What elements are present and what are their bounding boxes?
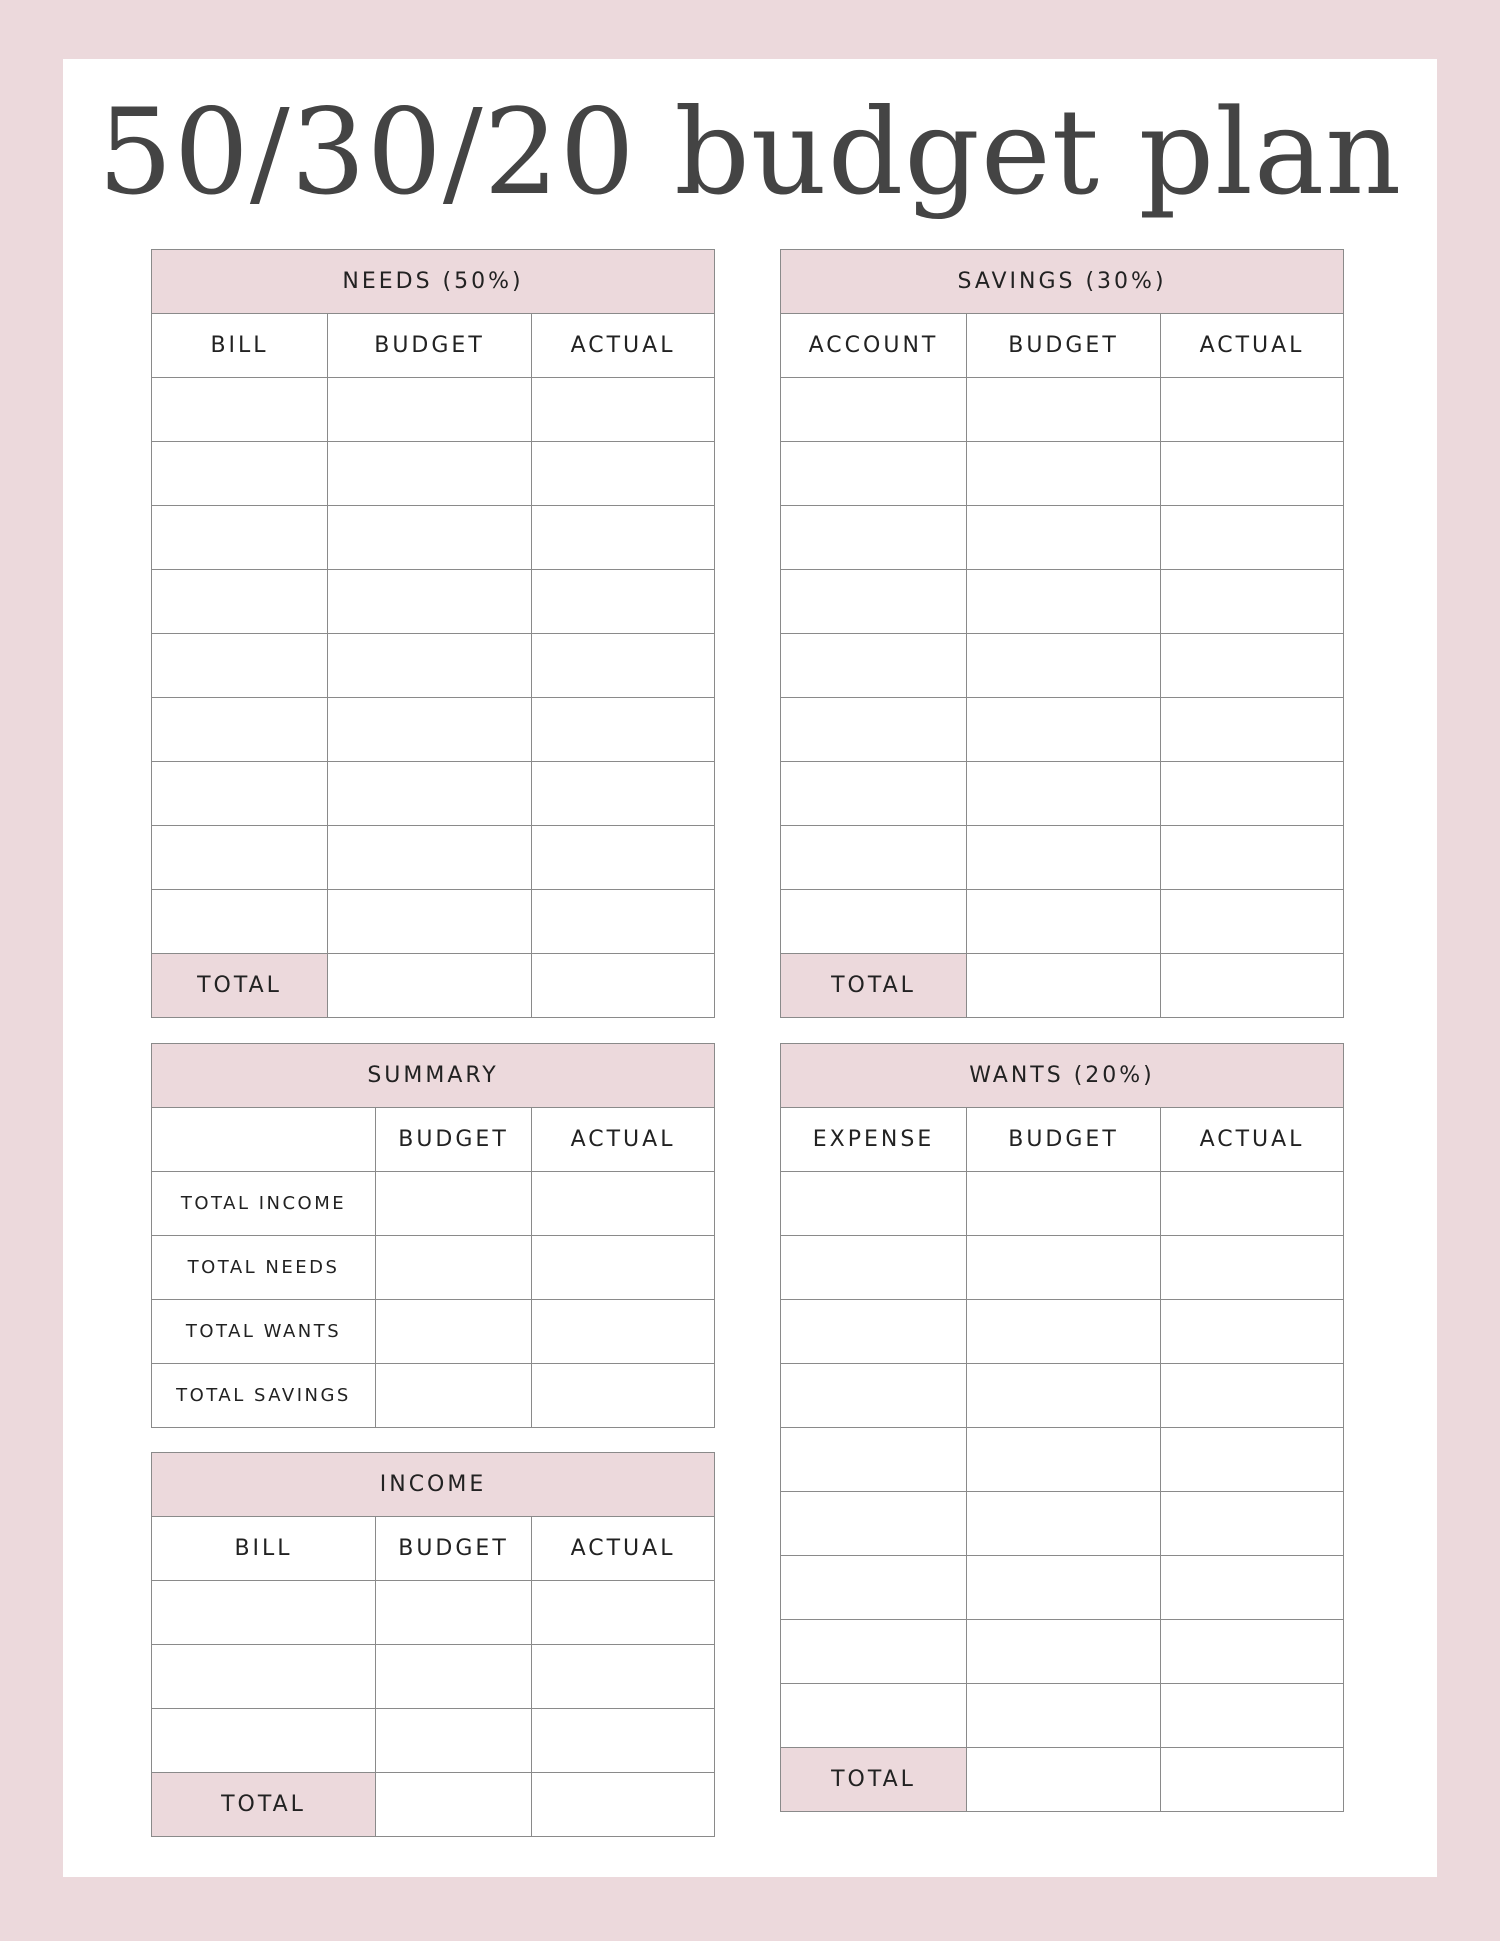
savings-item-cell[interactable] bbox=[781, 890, 967, 954]
wants-item-cell[interactable] bbox=[781, 1364, 967, 1428]
savings-budget-cell[interactable] bbox=[967, 506, 1161, 570]
summary-col-budget: BUDGET bbox=[376, 1108, 532, 1172]
savings-item-cell[interactable] bbox=[781, 570, 967, 634]
needs-budget-cell[interactable] bbox=[328, 634, 532, 698]
wants-budget-cell[interactable] bbox=[967, 1556, 1161, 1620]
wants-entry-row bbox=[781, 1556, 1344, 1620]
savings-item-cell[interactable] bbox=[781, 378, 967, 442]
savings-entry-row bbox=[781, 698, 1344, 762]
savings-item-cell[interactable] bbox=[781, 634, 967, 698]
wants-actual-cell[interactable] bbox=[1161, 1172, 1344, 1236]
savings-entry-row bbox=[781, 378, 1344, 442]
savings-table bbox=[780, 249, 1344, 1018]
wants-actual-cell[interactable] bbox=[1161, 1492, 1344, 1556]
wants-actual-cell[interactable] bbox=[1161, 1300, 1344, 1364]
needs-entry-row bbox=[152, 570, 715, 634]
savings-entry-row bbox=[781, 890, 1344, 954]
needs-entry-row bbox=[152, 826, 715, 890]
needs-budget-cell[interactable] bbox=[328, 506, 532, 570]
income-col-actual: ACTUAL bbox=[532, 1517, 715, 1581]
needs-item-cell[interactable] bbox=[152, 442, 328, 506]
needs-budget-cell[interactable] bbox=[328, 826, 532, 890]
income-total-budget-cell[interactable] bbox=[376, 1773, 532, 1837]
needs-actual-cell[interactable] bbox=[532, 634, 715, 698]
income-budget-cell[interactable] bbox=[376, 1709, 532, 1773]
savings-entry-row bbox=[781, 570, 1344, 634]
needs-budget-cell[interactable] bbox=[328, 570, 532, 634]
income-actual-cell[interactable] bbox=[532, 1645, 715, 1709]
wants-budget-cell[interactable] bbox=[967, 1492, 1161, 1556]
summary-needs-budget-cell[interactable] bbox=[376, 1236, 532, 1300]
savings-entry-row bbox=[781, 762, 1344, 826]
needs-item-cell[interactable] bbox=[152, 698, 328, 762]
savings-budget-cell[interactable] bbox=[967, 890, 1161, 954]
income-total-label: TOTAL bbox=[152, 1773, 376, 1837]
savings-actual-cell[interactable] bbox=[1161, 634, 1344, 698]
needs-total-budget-cell[interactable] bbox=[328, 954, 532, 1018]
savings-entry-row bbox=[781, 826, 1344, 890]
wants-budget-cell[interactable] bbox=[967, 1684, 1161, 1748]
savings-item-cell[interactable] bbox=[781, 826, 967, 890]
needs-table bbox=[151, 249, 715, 1018]
income-entry-row bbox=[152, 1581, 715, 1645]
wants-heading: WANTS (20%) bbox=[781, 1044, 1344, 1108]
income-heading: INCOME bbox=[152, 1453, 715, 1517]
needs-item-cell[interactable] bbox=[152, 570, 328, 634]
wants-item-cell[interactable] bbox=[781, 1492, 967, 1556]
savings-entry-row bbox=[781, 506, 1344, 570]
savings-actual-cell[interactable] bbox=[1161, 890, 1344, 954]
wants-item-cell[interactable] bbox=[781, 1300, 967, 1364]
wants-item-cell[interactable] bbox=[781, 1428, 967, 1492]
summary-income-budget-cell[interactable] bbox=[376, 1172, 532, 1236]
savings-actual-cell[interactable] bbox=[1161, 762, 1344, 826]
wants-budget-cell[interactable] bbox=[967, 1364, 1161, 1428]
needs-actual-cell[interactable] bbox=[532, 570, 715, 634]
wants-actual-cell[interactable] bbox=[1161, 1556, 1344, 1620]
summary-row-total-wants: TOTAL WANTS bbox=[152, 1300, 376, 1364]
wants-entry-row bbox=[781, 1428, 1344, 1492]
summary-heading: SUMMARY bbox=[152, 1044, 715, 1108]
wants-col-budget: BUDGET bbox=[967, 1108, 1161, 1172]
income-budget-cell[interactable] bbox=[376, 1645, 532, 1709]
summary-income-actual-cell[interactable] bbox=[532, 1172, 715, 1236]
summary-wants-budget-cell[interactable] bbox=[376, 1300, 532, 1364]
wants-entry-row bbox=[781, 1300, 1344, 1364]
wants-item-cell[interactable] bbox=[781, 1172, 967, 1236]
needs-budget-cell[interactable] bbox=[328, 378, 532, 442]
summary-row-total-savings: TOTAL SAVINGS bbox=[152, 1364, 376, 1428]
income-entry-row bbox=[152, 1645, 715, 1709]
needs-entry-row bbox=[152, 506, 715, 570]
savings-budget-cell[interactable] bbox=[967, 570, 1161, 634]
wants-item-cell[interactable] bbox=[781, 1556, 967, 1620]
income-item-cell[interactable] bbox=[152, 1645, 376, 1709]
needs-entry-row bbox=[152, 762, 715, 826]
income-budget-cell[interactable] bbox=[376, 1581, 532, 1645]
savings-heading: SAVINGS (30%) bbox=[781, 250, 1344, 314]
wants-item-cell[interactable] bbox=[781, 1620, 967, 1684]
needs-col-budget: BUDGET bbox=[328, 314, 532, 378]
wants-total-budget-cell[interactable] bbox=[967, 1748, 1161, 1812]
page-title: 50/30/20 budget plan bbox=[97, 83, 1403, 221]
needs-item-cell[interactable] bbox=[152, 634, 328, 698]
needs-budget-cell[interactable] bbox=[328, 890, 532, 954]
summary-col-blank bbox=[152, 1108, 376, 1172]
savings-budget-cell[interactable] bbox=[967, 378, 1161, 442]
summary-savings-actual-cell[interactable] bbox=[532, 1364, 715, 1428]
savings-total-budget-cell[interactable] bbox=[967, 954, 1161, 1018]
income-entry-row bbox=[152, 1709, 715, 1773]
savings-total-label: TOTAL bbox=[781, 954, 967, 1018]
summary-col-actual: ACTUAL bbox=[532, 1108, 715, 1172]
savings-actual-cell[interactable] bbox=[1161, 506, 1344, 570]
savings-budget-cell[interactable] bbox=[967, 698, 1161, 762]
needs-actual-cell[interactable] bbox=[532, 506, 715, 570]
needs-actual-cell[interactable] bbox=[532, 762, 715, 826]
income-col-bill: BILL bbox=[152, 1517, 376, 1581]
summary-wants-actual-cell[interactable] bbox=[532, 1300, 715, 1364]
income-item-cell[interactable] bbox=[152, 1581, 376, 1645]
summary-row-total-income: TOTAL INCOME bbox=[152, 1172, 376, 1236]
wants-entry-row bbox=[781, 1492, 1344, 1556]
needs-item-cell[interactable] bbox=[152, 762, 328, 826]
needs-entry-row bbox=[152, 634, 715, 698]
savings-entry-row bbox=[781, 442, 1344, 506]
wants-col-expense: EXPENSE bbox=[781, 1108, 967, 1172]
needs-actual-cell[interactable] bbox=[532, 890, 715, 954]
savings-item-cell[interactable] bbox=[781, 442, 967, 506]
savings-actual-cell[interactable] bbox=[1161, 442, 1344, 506]
savings-budget-cell[interactable] bbox=[967, 762, 1161, 826]
wants-entry-row bbox=[781, 1620, 1344, 1684]
needs-actual-cell[interactable] bbox=[532, 442, 715, 506]
wants-actual-cell[interactable] bbox=[1161, 1428, 1344, 1492]
needs-entry-row bbox=[152, 698, 715, 762]
wants-budget-cell[interactable] bbox=[967, 1172, 1161, 1236]
wants-budget-cell[interactable] bbox=[967, 1300, 1161, 1364]
wants-total-label: TOTAL bbox=[781, 1748, 967, 1812]
savings-col-budget: BUDGET bbox=[967, 314, 1161, 378]
summary-table bbox=[151, 1043, 715, 1428]
wants-entry-row bbox=[781, 1684, 1344, 1748]
savings-budget-cell[interactable] bbox=[967, 634, 1161, 698]
needs-col-actual: ACTUAL bbox=[532, 314, 715, 378]
wants-actual-cell[interactable] bbox=[1161, 1620, 1344, 1684]
savings-col-account: ACCOUNT bbox=[781, 314, 967, 378]
savings-actual-cell[interactable] bbox=[1161, 698, 1344, 762]
needs-entry-row bbox=[152, 890, 715, 954]
wants-actual-cell[interactable] bbox=[1161, 1364, 1344, 1428]
summary-row-total-needs: TOTAL NEEDS bbox=[152, 1236, 376, 1300]
needs-budget-cell[interactable] bbox=[328, 762, 532, 826]
income-col-budget: BUDGET bbox=[376, 1517, 532, 1581]
savings-budget-cell[interactable] bbox=[967, 442, 1161, 506]
wants-budget-cell[interactable] bbox=[967, 1236, 1161, 1300]
wants-actual-cell[interactable] bbox=[1161, 1236, 1344, 1300]
wants-item-cell[interactable] bbox=[781, 1236, 967, 1300]
savings-item-cell[interactable] bbox=[781, 506, 967, 570]
needs-actual-cell[interactable] bbox=[532, 826, 715, 890]
wants-entry-row bbox=[781, 1364, 1344, 1428]
wants-entry-row bbox=[781, 1172, 1344, 1236]
needs-total-label: TOTAL bbox=[152, 954, 328, 1018]
savings-item-cell[interactable] bbox=[781, 698, 967, 762]
savings-col-actual: ACTUAL bbox=[1161, 314, 1344, 378]
income-item-cell[interactable] bbox=[152, 1709, 376, 1773]
needs-budget-cell[interactable] bbox=[328, 442, 532, 506]
needs-item-cell[interactable] bbox=[152, 890, 328, 954]
needs-actual-cell[interactable] bbox=[532, 698, 715, 762]
needs-entry-row bbox=[152, 442, 715, 506]
wants-item-cell[interactable] bbox=[781, 1684, 967, 1748]
savings-entry-row bbox=[781, 634, 1344, 698]
income-total-actual-cell[interactable] bbox=[532, 1773, 715, 1837]
wants-table bbox=[780, 1043, 1344, 1812]
wants-actual-cell[interactable] bbox=[1161, 1684, 1344, 1748]
savings-actual-cell[interactable] bbox=[1161, 378, 1344, 442]
summary-savings-budget-cell[interactable] bbox=[376, 1364, 532, 1428]
savings-item-cell[interactable] bbox=[781, 762, 967, 826]
savings-actual-cell[interactable] bbox=[1161, 570, 1344, 634]
income-actual-cell[interactable] bbox=[532, 1581, 715, 1645]
wants-budget-cell[interactable] bbox=[967, 1428, 1161, 1492]
needs-col-bill: BILL bbox=[152, 314, 328, 378]
savings-total-actual-cell[interactable] bbox=[1161, 954, 1344, 1018]
needs-heading: NEEDS (50%) bbox=[152, 250, 715, 314]
needs-total-actual-cell[interactable] bbox=[532, 954, 715, 1018]
needs-item-cell[interactable] bbox=[152, 506, 328, 570]
savings-actual-cell[interactable] bbox=[1161, 826, 1344, 890]
summary-needs-actual-cell[interactable] bbox=[532, 1236, 715, 1300]
needs-item-cell[interactable] bbox=[152, 826, 328, 890]
needs-item-cell[interactable] bbox=[152, 378, 328, 442]
income-table bbox=[151, 1452, 715, 1837]
wants-col-actual: ACTUAL bbox=[1161, 1108, 1344, 1172]
wants-budget-cell[interactable] bbox=[967, 1620, 1161, 1684]
savings-budget-cell[interactable] bbox=[967, 826, 1161, 890]
needs-entry-row bbox=[152, 378, 715, 442]
income-actual-cell[interactable] bbox=[532, 1709, 715, 1773]
wants-entry-row bbox=[781, 1236, 1344, 1300]
needs-actual-cell[interactable] bbox=[532, 378, 715, 442]
needs-budget-cell[interactable] bbox=[328, 698, 532, 762]
wants-total-actual-cell[interactable] bbox=[1161, 1748, 1344, 1812]
